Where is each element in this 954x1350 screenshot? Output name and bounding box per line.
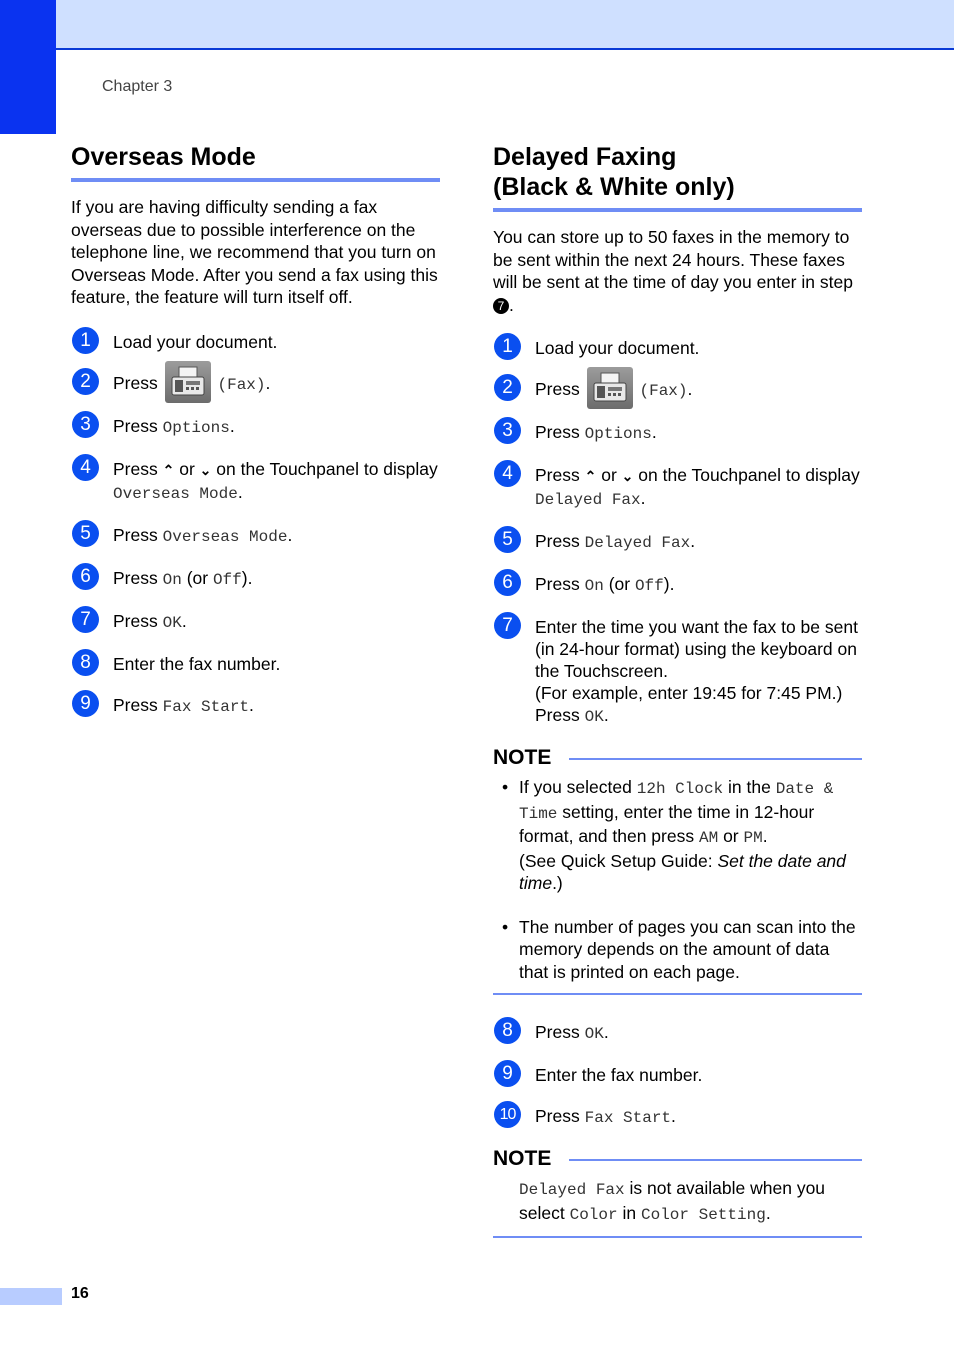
- fax-machine-icon: [592, 371, 628, 405]
- punct: .: [229, 415, 235, 436]
- step-number: 7: [494, 612, 521, 639]
- step-text: Enter the fax number.: [113, 653, 281, 674]
- step-7: [71, 610, 440, 634]
- section-title: Overseas Mode: [71, 142, 440, 182]
- chapter-label: Chapter 3: [102, 78, 173, 95]
- title-line-2: (Black & White only): [493, 173, 735, 201]
- step-press: Press: [535, 574, 580, 594]
- punct: .: [237, 481, 243, 502]
- step-5: [71, 524, 440, 548]
- step-3: [71, 415, 440, 439]
- step-9: [71, 694, 440, 718]
- step-press: Press: [535, 465, 580, 485]
- key-label: Delayed Fax: [584, 534, 691, 552]
- or-text: (or: [186, 567, 209, 588]
- step-press: Press: [535, 422, 580, 442]
- punct: ).: [241, 567, 253, 588]
- punct: .: [509, 294, 514, 315]
- key-label: Delayed Fax: [519, 1181, 625, 1199]
- steps-list-continued: [493, 1021, 862, 1129]
- step-number: 4: [72, 454, 99, 481]
- note-text: (See Quick Setup Guide:: [519, 850, 713, 871]
- step-press: Press: [113, 524, 158, 545]
- punct: ).: [663, 574, 675, 594]
- step-6: [71, 567, 440, 591]
- step-example: (For example, enter 19:45 for 7:45 PM.): [535, 683, 843, 703]
- step-8: [71, 653, 440, 675]
- key-label: Options: [162, 418, 230, 437]
- step-4: [493, 464, 862, 511]
- step-8: [493, 1021, 862, 1045]
- key-label: Fax Start: [162, 697, 250, 716]
- step-number: 7: [72, 606, 99, 633]
- intro-text: If you are having difficulty sending a fax overseas due to possible interference on the telephone line, we recommend that you turn on Overseas Mode. After you send a fax using this feature, the feature will turn itself off.: [71, 197, 438, 307]
- chevron-down-icon: ⌄: [199, 461, 212, 478]
- or-text: or: [179, 458, 195, 479]
- note-rule: [569, 1159, 862, 1161]
- step-ref-icon: 7: [493, 298, 509, 314]
- punct: .: [603, 1022, 609, 1042]
- step-number: 1: [72, 327, 99, 354]
- step-2: [71, 372, 440, 396]
- key-label: Delayed Fax: [535, 491, 641, 509]
- step-number: 3: [72, 411, 99, 438]
- delayed-faxing-section: [493, 142, 862, 1238]
- intro-body: You can store up to 50 faxes in the memory to be sent within the next 24 hours. These faxes will be sent at the time of day you enter in step: [493, 227, 853, 292]
- punct: .: [690, 531, 696, 551]
- note-rule: [569, 758, 862, 760]
- step-press: Press: [535, 379, 580, 399]
- step-number: 8: [72, 649, 99, 676]
- step-number: 2: [494, 374, 521, 401]
- note-header: [493, 1147, 862, 1171]
- step-number: 5: [494, 526, 521, 553]
- overseas-mode-section: [71, 142, 440, 718]
- step-1: [493, 337, 862, 359]
- punct: .: [762, 826, 768, 846]
- step-press: Press: [113, 567, 158, 588]
- step-number: 9: [494, 1060, 521, 1087]
- note-title: NOTE: [493, 746, 552, 769]
- step-text: Load your document.: [113, 331, 278, 352]
- guide-reference: Set the date and time: [519, 850, 846, 893]
- punct: .: [765, 1202, 771, 1223]
- step-number: 6: [72, 563, 99, 590]
- note-title: NOTE: [493, 1147, 552, 1170]
- step-10: [493, 1105, 862, 1129]
- step-press: Press: [535, 531, 580, 551]
- note-text: The number of pages you can scan into the memory depends on the amount of data that is printed on each page.: [519, 916, 856, 982]
- key-label: 12h Clock: [636, 780, 724, 798]
- punct: .: [651, 422, 657, 442]
- step-text: Enter the fax number.: [535, 1065, 703, 1085]
- note-bullet: [493, 916, 862, 984]
- step-press: Press: [113, 415, 158, 436]
- step-number: 5: [72, 520, 99, 547]
- note-text: setting, enter the time in 12-hour format, and then press: [519, 801, 815, 846]
- step-number: 8: [494, 1017, 521, 1044]
- punct: .: [265, 372, 271, 393]
- key-label: PM: [743, 829, 763, 847]
- step-3: [493, 421, 862, 445]
- key-label: Overseas Mode: [113, 484, 238, 503]
- steps-list: [493, 337, 862, 728]
- step-number: 2: [72, 368, 99, 395]
- note-body: [493, 1171, 862, 1238]
- step-press: Press: [535, 1022, 580, 1042]
- step-number: 4: [494, 460, 521, 487]
- key-label: Color: [569, 1205, 618, 1224]
- step-press: Press: [113, 610, 158, 631]
- or-text: or: [601, 465, 617, 485]
- step-press: Press: [535, 705, 580, 725]
- step-number: 10: [494, 1101, 521, 1128]
- step-text: on the Touchpanel to display: [638, 465, 860, 485]
- step-text: Load your document.: [535, 338, 700, 358]
- step-1: [71, 331, 440, 353]
- note-text: in the: [728, 777, 771, 797]
- chapter-tab: [0, 0, 56, 134]
- fax-button[interactable]: [587, 367, 633, 409]
- key-label: Off: [634, 577, 664, 595]
- fax-button[interactable]: [165, 361, 211, 403]
- steps-list: [71, 331, 440, 718]
- key-label: OK: [584, 708, 604, 726]
- note-header: [493, 746, 862, 770]
- section-title: [493, 142, 862, 212]
- punct: .): [552, 873, 563, 893]
- key-label: (Fax): [639, 382, 688, 400]
- key-label: Overseas Mode: [162, 527, 288, 546]
- step-7: [493, 616, 862, 728]
- punct: .: [687, 379, 693, 399]
- bullet-dot: •: [502, 777, 509, 797]
- note-text: is not available when you select: [519, 1178, 826, 1223]
- step-text: Enter the time you want the fax to be sent (in 24-hour format) using the keyboard on the Touchscreen.: [535, 617, 858, 681]
- key-label: Color Setting: [640, 1205, 766, 1224]
- note-text: in: [622, 1202, 637, 1223]
- footer-band: [0, 1288, 62, 1305]
- punct: .: [603, 705, 609, 725]
- header-band: [0, 0, 954, 50]
- key-label: On: [162, 570, 182, 589]
- key-label: Fax Start: [584, 1109, 672, 1127]
- step-press: Press: [535, 1106, 580, 1126]
- punct: .: [640, 488, 646, 508]
- step-press: Press: [113, 694, 158, 715]
- step-text: on the Touchpanel to display: [216, 458, 438, 479]
- bullet-dot: •: [502, 916, 509, 937]
- step-6: [493, 573, 862, 597]
- title-line-1: Delayed Faxing: [493, 143, 677, 171]
- chevron-up-icon: ⌃: [162, 461, 175, 478]
- punct: .: [181, 610, 187, 631]
- key-label: Date & Time: [519, 780, 834, 823]
- punct: .: [671, 1106, 676, 1126]
- page-number: 16: [71, 1285, 89, 1302]
- or-text: (or: [608, 574, 631, 594]
- note-body: [493, 770, 862, 995]
- punct: .: [287, 524, 293, 545]
- step-number: 3: [494, 417, 521, 444]
- step-press: Press: [113, 372, 158, 393]
- step-2: [493, 378, 862, 402]
- step-5: [493, 530, 862, 554]
- note-bullet: [493, 776, 862, 895]
- key-label: AM: [698, 829, 719, 847]
- key-label: OK: [162, 613, 182, 632]
- punct: .: [249, 694, 254, 715]
- step-number: 9: [72, 690, 99, 717]
- chevron-down-icon: ⌄: [621, 468, 634, 484]
- step-number: 6: [494, 569, 521, 596]
- chevron-up-icon: ⌃: [584, 468, 597, 484]
- fax-machine-icon: [170, 365, 206, 399]
- step-number: 1: [494, 333, 521, 360]
- step-9: [493, 1064, 862, 1086]
- note-text: or: [723, 826, 739, 846]
- note-paragraph: [493, 1177, 862, 1226]
- step-4: [71, 458, 440, 505]
- key-label: Off: [212, 570, 242, 589]
- intro-text: [493, 226, 862, 316]
- note-text: If you selected: [519, 777, 632, 797]
- key-label: OK: [584, 1025, 604, 1043]
- key-label: (Fax): [217, 375, 266, 394]
- key-label: On: [584, 577, 604, 595]
- step-press: Press: [113, 458, 158, 479]
- key-label: Options: [584, 425, 652, 443]
